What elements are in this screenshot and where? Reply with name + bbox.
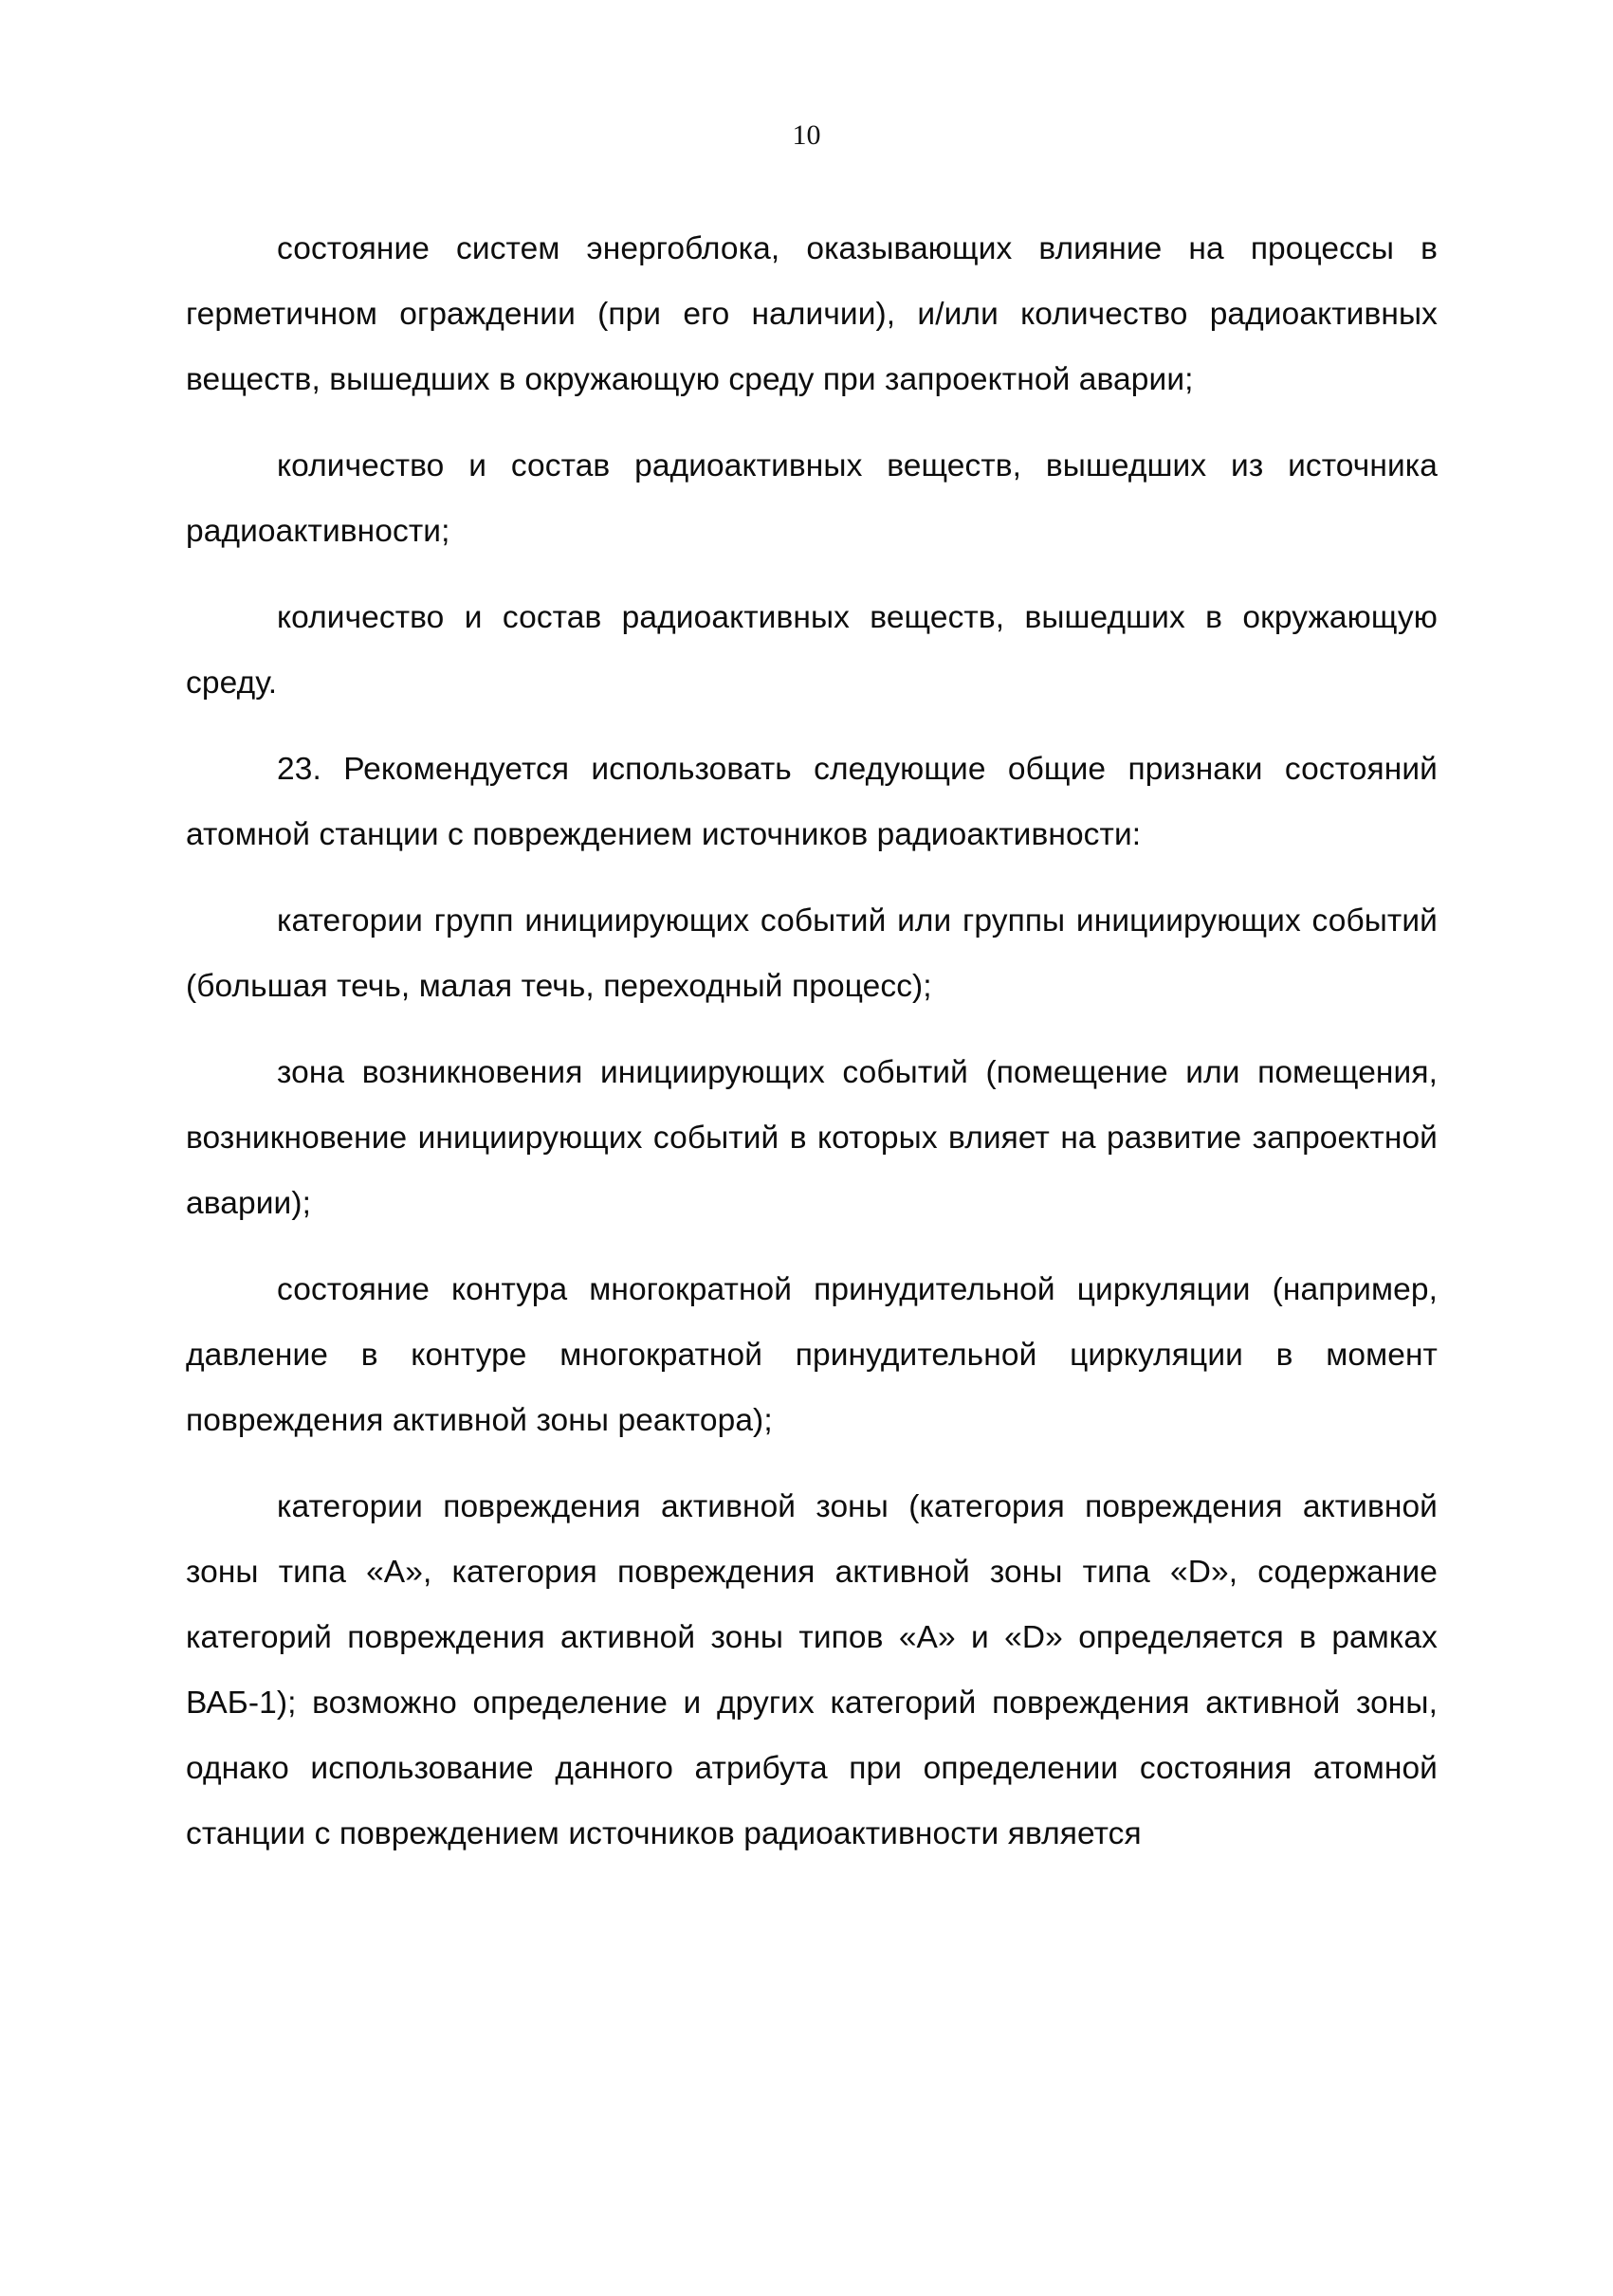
paragraph: количество и состав радиоактивных веществ, вышедших в окружающую среду. xyxy=(186,600,1438,701)
document-body xyxy=(186,216,1438,1867)
page-number: 10 xyxy=(792,119,821,151)
paragraph-clause-23: 23. Рекомендуется использовать следующие общие признаки состояний атомной станции с повреждением источников радиоактивности: xyxy=(186,752,1438,852)
paragraph: состояние контура многократной принудительной циркуляции (например, давление в контуре многократной принудительной циркуляции в момент повреждения активной зоны реактора); xyxy=(186,1272,1438,1438)
paragraph: состояние систем энергоблока, оказывающих влияние на процессы в герметичном ограждении (при его наличии), и/или количество радиоактивных веществ, вышедших в окружающую среду при запроектной аварии; xyxy=(186,231,1438,397)
paragraph: категории групп инициирующих событий или группы инициирующих событий (большая течь, малая течь, переходный процесс); xyxy=(186,903,1438,1004)
paragraph: категории повреждения активной зоны (категория повреждения активной зоны типа «А», категория повреждения активной зоны типа «D», содержание категорий повреждения активной зоны типов «А» и «D» определяется в рамках ВАБ-1); возможно определение и других категорий повреждения активной зоны, однако использование данного атрибута при определении состояния атомной станции с повреждением источников радиоактивности является xyxy=(186,1489,1438,1851)
paragraph: зона возникновения инициирующих событий (помещение или помещения, возникновение инициирующих событий в которых влияет на развитие запроектной аварии); xyxy=(186,1055,1438,1221)
paragraph: количество и состав радиоактивных веществ, вышедших из источника радиоактивности; xyxy=(186,448,1438,549)
